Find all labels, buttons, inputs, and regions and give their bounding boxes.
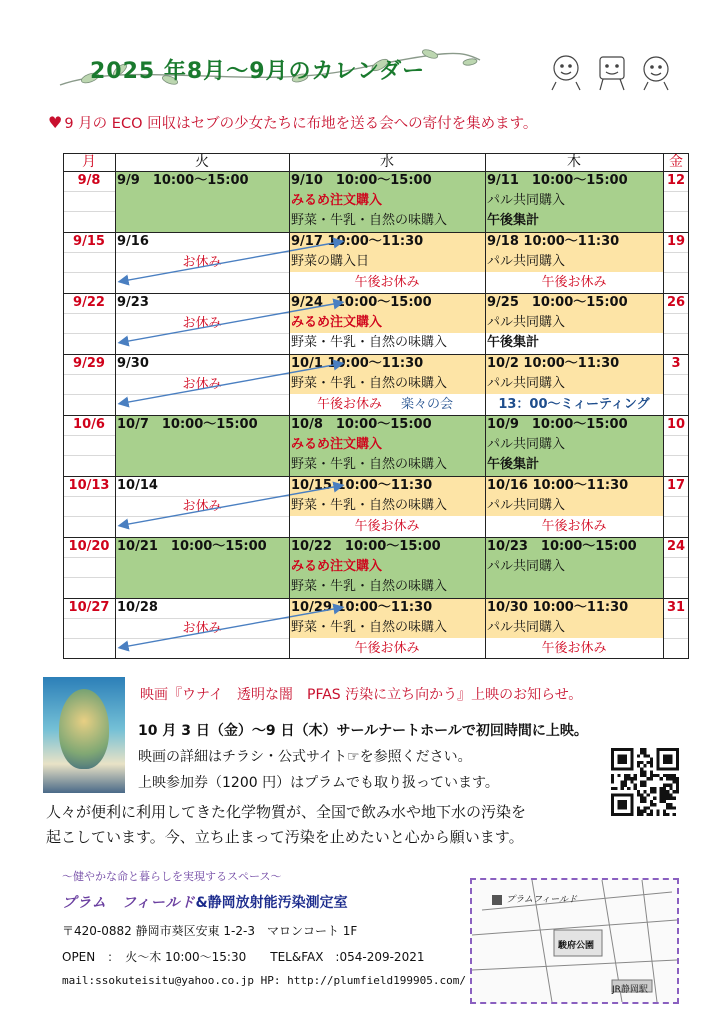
- subline: [663, 313, 689, 314]
- friday-date: 24: [666, 539, 686, 554]
- wednesday-line2: 野菜・牛乳・自然の味購入: [291, 376, 448, 391]
- thursday-time: 10/9 10:00～15:00: [487, 417, 628, 432]
- wednesday-line2: 野菜の購入日: [291, 254, 370, 269]
- thursday-pm-note: 午後お休み: [541, 641, 607, 656]
- wednesday-line3: 野菜・牛乳・自然の味購入: [291, 579, 448, 594]
- friday-date: 17: [666, 478, 686, 493]
- subline: [63, 496, 115, 497]
- closed-arrow-icon: [115, 598, 359, 659]
- grid-hline: [63, 354, 689, 355]
- thursday-line2: パル共同購入: [487, 437, 566, 452]
- brand-name: プラム フィールド: [62, 895, 196, 911]
- tuesday-closed-label: お休み: [182, 499, 222, 514]
- movie-ticket: 上映参加券（1200 円）はプラムでも取り扱っています。: [138, 775, 499, 791]
- wednesday-event: 楽々の会: [401, 397, 454, 412]
- thursday-time: 10/16 10:00～11:30: [487, 478, 629, 493]
- wednesday-line3: 野菜・牛乳・自然の味購入: [291, 457, 448, 472]
- map-label-station: JR静岡駅: [612, 985, 648, 995]
- wednesday-time: 9/17 10:00～11:30: [291, 234, 424, 249]
- calendar-table: [63, 153, 689, 663]
- subline: [663, 211, 689, 212]
- grid-vline: [485, 153, 486, 659]
- thursday-time: 9/11 10:00～15:00: [487, 173, 628, 188]
- friday-date: 31: [666, 600, 686, 615]
- thursday-time: 10/30 10:00～11:30: [487, 600, 629, 615]
- thursday-line2: パル共同購入: [487, 620, 566, 635]
- wednesday-pm-closed: 午後お休み: [317, 397, 383, 412]
- opening-hours: [62, 948, 424, 965]
- subline: [663, 394, 689, 395]
- thursday-line2: パル共同購入: [487, 193, 566, 208]
- wednesday-time: 10/1 10:00～11:30: [291, 356, 424, 371]
- wednesday-line2: みるめ注文購入: [291, 193, 383, 208]
- monday-date: 9/8: [77, 173, 101, 188]
- tel-fax: TEL&FAX :054-209-2021: [270, 950, 425, 964]
- subline: [663, 516, 689, 517]
- wednesday-line3: 野菜・牛乳・自然の味購入: [291, 213, 448, 228]
- thursday-line2: パル共同購入: [487, 254, 566, 269]
- grid-vline: [663, 153, 664, 659]
- monday-date: 9/15: [73, 234, 105, 249]
- thursday-line2: パル共同購入: [487, 559, 566, 574]
- friday-date: 10: [666, 417, 686, 432]
- address: 〒420-0882 静岡市葵区安東 1-2-3 マロンコート 1F: [62, 924, 358, 938]
- closed-arrow-icon: [115, 232, 359, 293]
- subline: [663, 557, 689, 558]
- subline: [663, 638, 689, 639]
- tuesday-cell: 9/9 10:00～15:00: [117, 173, 249, 188]
- friday-date: 3: [671, 356, 681, 371]
- subline: [663, 455, 689, 456]
- wednesday-time: 10/15 10:00～11:30: [291, 478, 433, 493]
- header-wed: 水: [380, 154, 394, 170]
- friday-date: 19: [666, 234, 686, 249]
- tuesday-cell: 10/28: [117, 600, 158, 615]
- wednesday-time: 9/10 10:00～15:00: [291, 173, 432, 188]
- wednesday-time: 9/24 10:00～15:00: [291, 295, 432, 310]
- wednesday-line2: 野菜・牛乳・自然の味購入: [291, 620, 448, 635]
- wednesday-pm-closed: 午後お休み: [354, 641, 420, 656]
- tagline: ～健やかな命と暮らしを実現するスペース～: [62, 870, 282, 883]
- grid-hline: [63, 171, 689, 172]
- tuesday-closed-label: お休み: [182, 621, 222, 636]
- subline: [663, 496, 689, 497]
- subline: [663, 333, 689, 334]
- closed-arrow-icon: [115, 293, 359, 354]
- tuesday-cell: 9/30: [117, 356, 149, 371]
- wednesday-time: 10/22 10:00～15:00: [291, 539, 441, 554]
- grid-hline: [63, 476, 689, 477]
- closed-arrow-icon: [115, 476, 359, 537]
- map-label-shop: プラムフィールド: [506, 895, 578, 905]
- subline: [63, 557, 115, 558]
- thursday-line3: 午後集計: [487, 457, 540, 472]
- subline: [663, 374, 689, 375]
- header-tue: 火: [195, 154, 209, 170]
- heart-icon: ♥: [48, 113, 63, 132]
- wednesday-line2: みるめ注文購入: [291, 559, 383, 574]
- thursday-line3: 午後集計: [487, 213, 540, 228]
- thursday-time: 10/2 10:00～11:30: [487, 356, 620, 371]
- wednesday-line3: 野菜・牛乳・自然の味購入: [291, 335, 448, 350]
- doodle-faces-icon: [548, 52, 678, 92]
- tuesday-cell: 10/14: [117, 478, 158, 493]
- subline: [63, 333, 115, 334]
- movie-message-line2: 起こしています。今、立ち止まって汚染を止めたいと心から願います。: [46, 828, 524, 846]
- wednesday-pm-closed: 午後お休み: [354, 275, 420, 290]
- notice-label: 9 月の ECO 回収はセブの少女たちに布地を送る会への寄付を集めます。: [64, 116, 538, 132]
- grid-hline: [63, 598, 689, 599]
- monday-date: 10/27: [68, 600, 110, 615]
- monday-date: 10/20: [68, 539, 110, 554]
- thursday-time: 9/18 10:00～11:30: [487, 234, 620, 249]
- monday-date: 9/22: [73, 295, 105, 310]
- thursday-pm-note: 午後お休み: [541, 275, 607, 290]
- shop-name: [62, 892, 348, 912]
- subline: [63, 374, 115, 375]
- subline: [63, 313, 115, 314]
- movie-title: 映画『ウナイ 透明な闇 PFAS 汚染に立ち向かう』上映のお知らせ。: [140, 687, 583, 703]
- wednesday-line2: みるめ注文購入: [291, 315, 383, 330]
- thursday-time: 10/23 10:00～15:00: [487, 539, 637, 554]
- subline: [63, 394, 115, 395]
- wednesday-line2: みるめ注文購入: [291, 437, 383, 452]
- closed-arrow-icon: [115, 354, 359, 415]
- grid-vline: [289, 153, 290, 659]
- friday-date: 12: [666, 173, 686, 188]
- thursday-line2: パル共同購入: [487, 376, 566, 391]
- subline: [663, 577, 689, 578]
- subline: [63, 272, 115, 273]
- thursday-line3: 午後集計: [487, 335, 540, 350]
- page-title: 2025 年8月～9月のカレンダー: [90, 59, 426, 84]
- movie-detail: 映画の詳細はチラシ・公式サイト☞を参照ください。: [138, 749, 472, 765]
- open-hours-text: OPEN ： 火～木 10:00～15:30: [62, 950, 247, 964]
- qr-code-icon[interactable]: [611, 748, 679, 816]
- thursday-line2: パル共同購入: [487, 498, 566, 513]
- access-map: [470, 878, 679, 1004]
- monday-date: 10/13: [68, 478, 110, 493]
- subline: [63, 577, 115, 578]
- subline: [663, 252, 689, 253]
- subline: [663, 618, 689, 619]
- subline: [63, 191, 115, 192]
- subline: [63, 618, 115, 619]
- grid-hline: [63, 232, 689, 233]
- wednesday-time: 10/29 10:00～11:30: [291, 600, 433, 615]
- tuesday-cell: 10/7 10:00～15:00: [117, 417, 258, 432]
- contact-links[interactable]: mail:ssokuteisitu@yahoo.co.jp HP: http://plumfield199905.com/: [62, 974, 466, 987]
- movie-message-line1: 人々が便利に利用してきた化学物質が、全国で飲み水や地下水の汚染を: [46, 803, 527, 821]
- tuesday-cell: 10/21 10:00～15:00: [117, 539, 267, 554]
- subline: [663, 191, 689, 192]
- tuesday-closed-label: お休み: [182, 377, 222, 392]
- wednesday-pm-closed: 午後お休み: [354, 519, 420, 534]
- grid-hline: [63, 415, 689, 416]
- grid-hline: [63, 153, 689, 154]
- subline: [63, 252, 115, 253]
- tuesday-cell: 9/23: [117, 295, 149, 310]
- header-mon: 月: [82, 154, 96, 170]
- subline: [63, 455, 115, 456]
- tuesday-closed-label: お休み: [182, 255, 222, 270]
- subline: [63, 516, 115, 517]
- tuesday-closed-label: お休み: [182, 316, 222, 331]
- header-fri: 金: [669, 154, 683, 170]
- header-thu: 木: [567, 154, 581, 170]
- grid-hline: [63, 293, 689, 294]
- thursday-pm-note: 13：00～ミィーティング: [498, 397, 650, 412]
- friday-date: 26: [666, 295, 686, 310]
- grid-vline: [63, 153, 64, 659]
- wednesday-time: 10/8 10:00～15:00: [291, 417, 432, 432]
- wednesday-line2: 野菜・牛乳・自然の味購入: [291, 498, 448, 513]
- map-label-park: 駿府公園: [558, 941, 595, 951]
- monday-date: 9/29: [73, 356, 105, 371]
- subline: [63, 638, 115, 639]
- grid-hline: [63, 658, 689, 659]
- lab-name: &静岡放射能汚染測定室: [195, 895, 348, 911]
- movie-date: 10 月 3 日（金）～9 日（木）サールナートホールで初回時間に上映。: [138, 723, 588, 739]
- thursday-pm-note: 午後お休み: [541, 519, 607, 534]
- movie-poster: [43, 677, 125, 793]
- notice-text: [48, 112, 537, 133]
- grid-hline: [63, 537, 689, 538]
- thursday-time: 9/25 10:00～15:00: [487, 295, 628, 310]
- grid-vline: [688, 153, 689, 659]
- tuesday-cell: 9/16: [117, 234, 149, 249]
- subline: [63, 211, 115, 212]
- subline: [663, 435, 689, 436]
- grid-vline: [115, 153, 116, 659]
- subline: [63, 435, 115, 436]
- monday-date: 10/6: [73, 417, 105, 432]
- thursday-line2: パル共同購入: [487, 315, 566, 330]
- subline: [663, 272, 689, 273]
